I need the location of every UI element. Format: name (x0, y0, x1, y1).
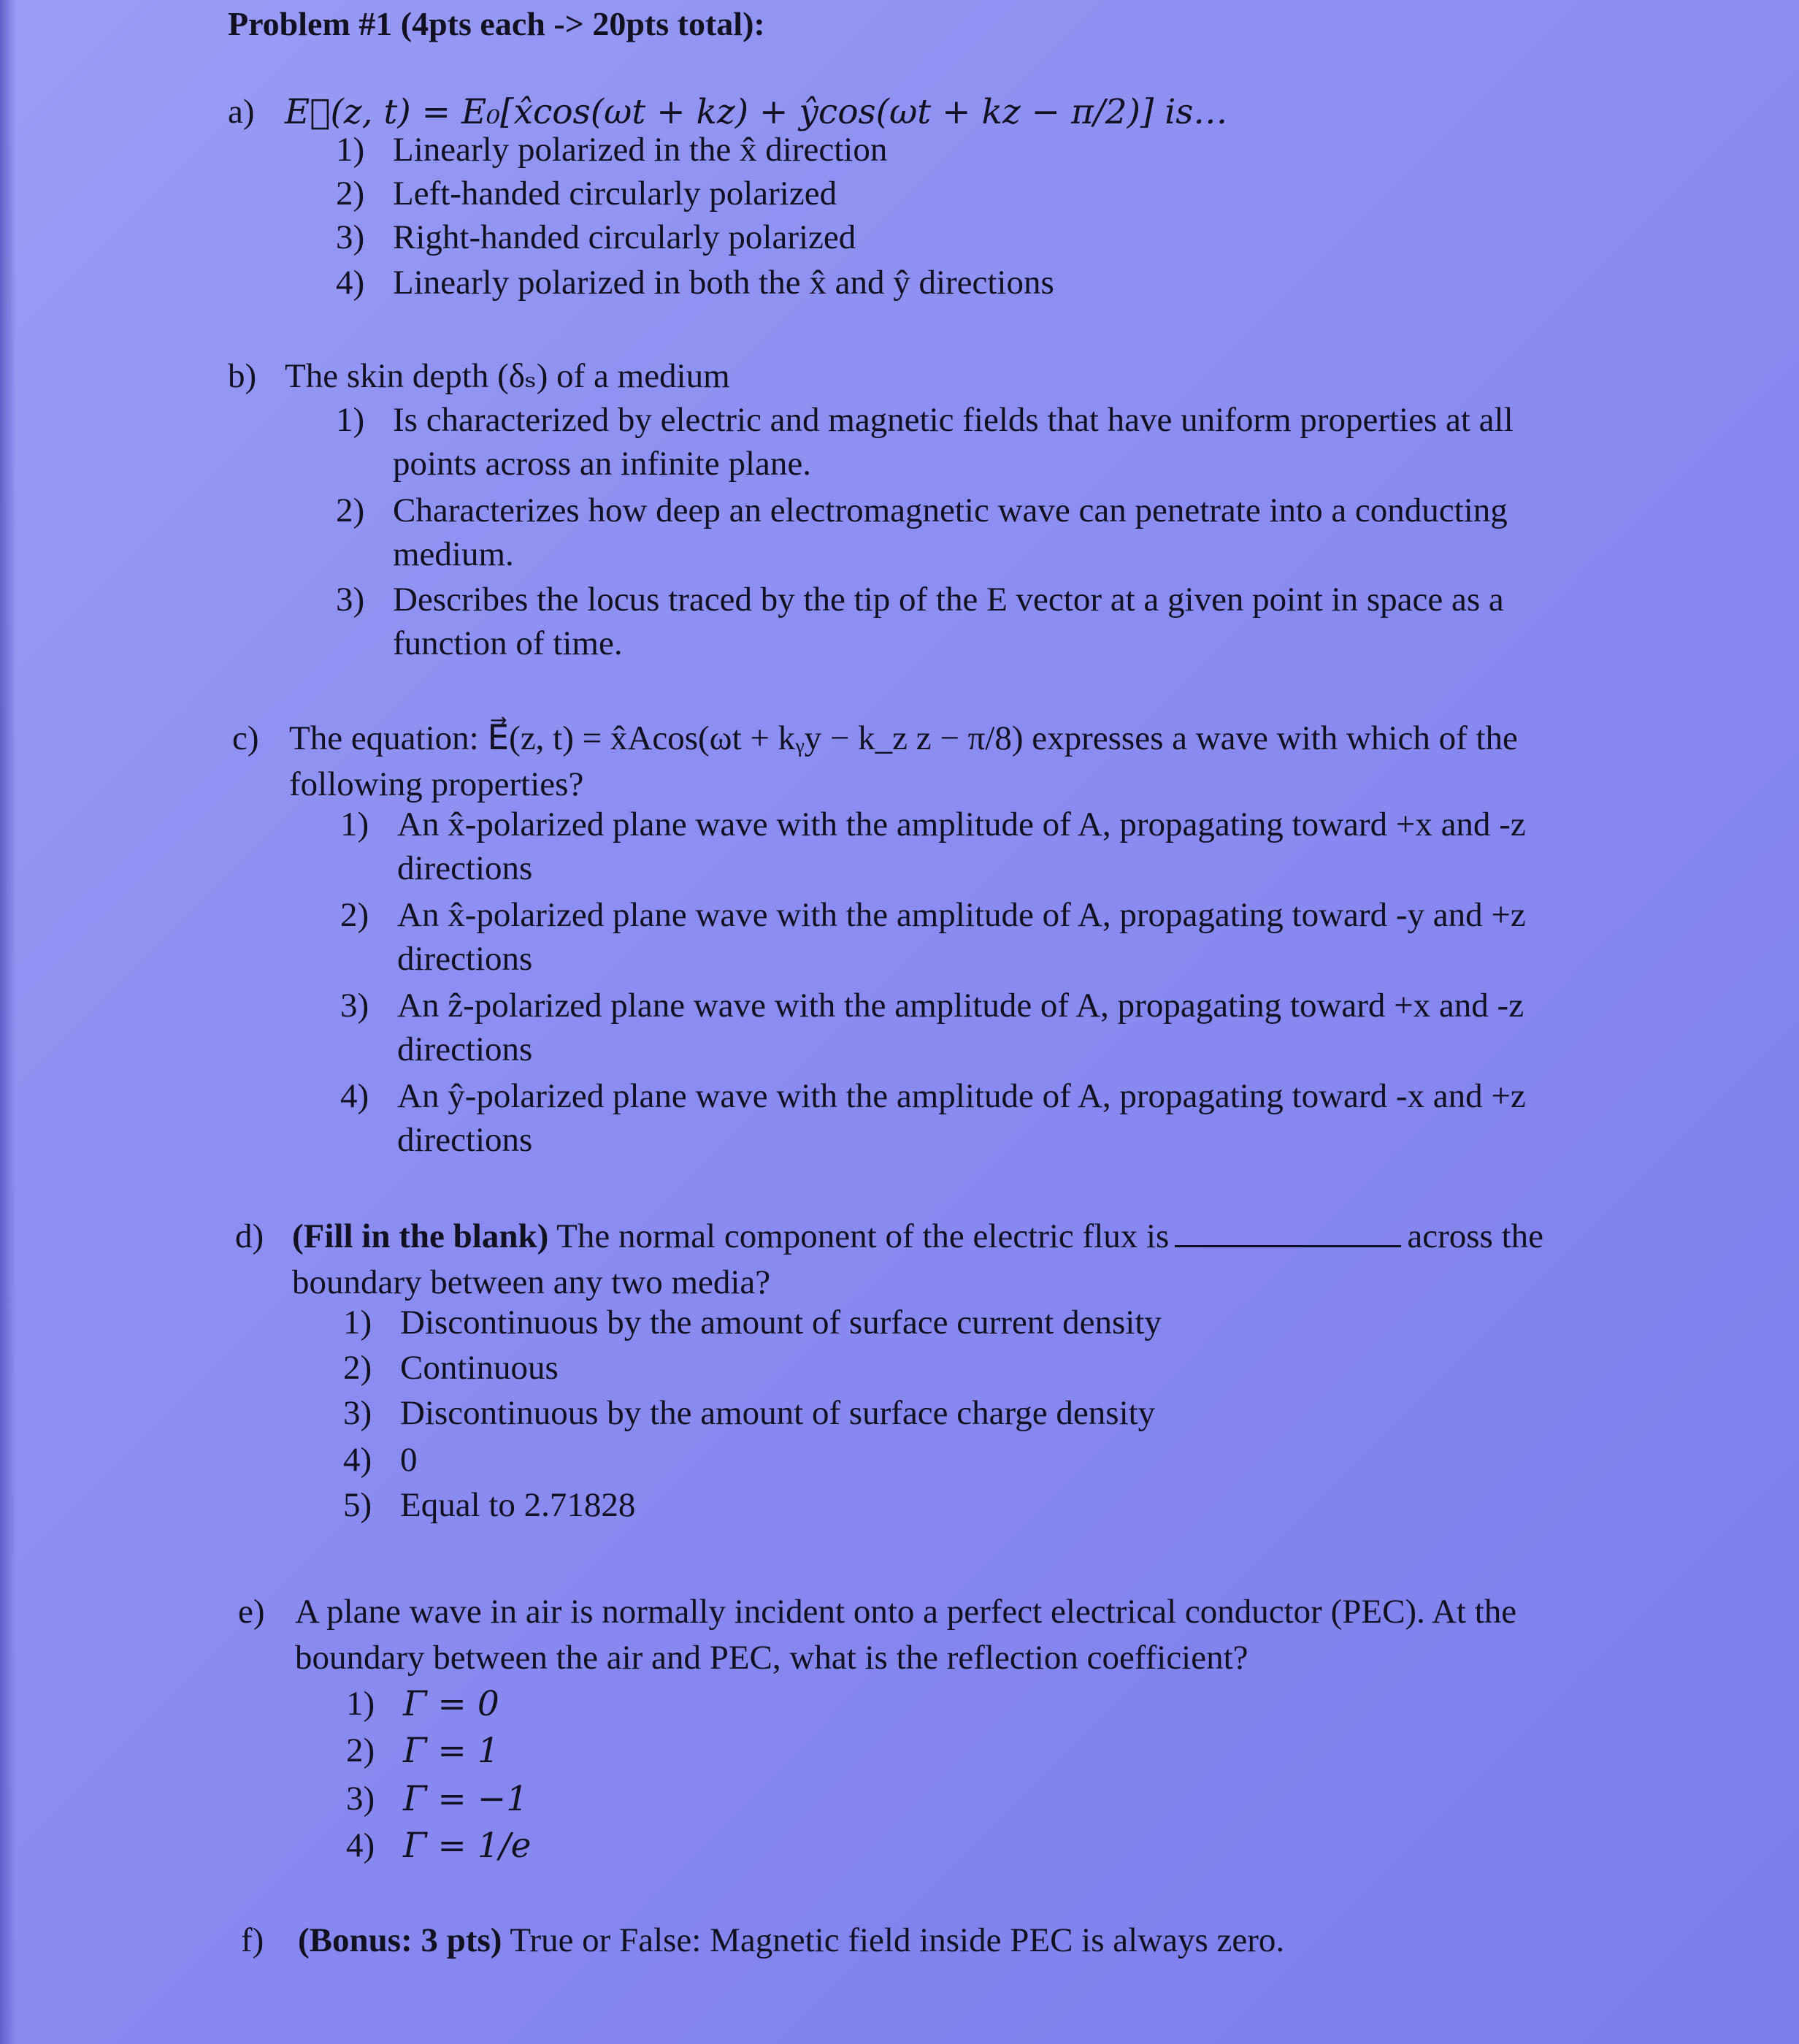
stem-line (292, 1214, 1543, 1260)
option-text: Right-handed circularly polarized (393, 218, 856, 256)
option-text-continued: medium. (393, 535, 514, 573)
option-number: 2) (346, 1731, 375, 1769)
option-text-continued: function of time. (393, 624, 623, 662)
option-text: Linearly polarized in both the x̂ and ŷ directions (393, 264, 1054, 302)
stem-text: across the (1407, 1217, 1543, 1255)
option-text: Γ = 1/e (403, 1826, 532, 1866)
option-text-continued: directions (397, 1121, 533, 1159)
question-letter: e) (238, 1593, 265, 1631)
option-number: 3) (336, 581, 365, 619)
option-number: 3) (340, 987, 369, 1025)
option-text: Γ = −1 (403, 1779, 529, 1819)
option-text: Γ = 0 (403, 1684, 499, 1724)
option-text: Characterizes how deep an electromagnetic wave can penetrate into a conducting (393, 491, 1508, 529)
option-text: Left-handed circularly polarized (393, 175, 837, 213)
option-text-continued: points across an infinite plane. (393, 445, 811, 483)
option-number: 3) (346, 1780, 375, 1818)
option-text: Discontinuous by the amount of surface charge density (400, 1394, 1156, 1432)
option-text: Equal to 2.71828 (400, 1486, 636, 1524)
option-number: 1) (336, 401, 365, 439)
option-number: 5) (343, 1486, 372, 1524)
option-text-continued: directions (397, 1030, 533, 1068)
option-number: 2) (336, 491, 365, 529)
stem-line: following properties? (289, 765, 584, 803)
bonus-label: (Bonus: 3 pts) (298, 1921, 502, 1959)
option-number: 4) (336, 264, 365, 302)
option-number: 1) (340, 805, 369, 843)
stem-text: The normal component of the electric flux is (548, 1217, 1170, 1255)
question-letter: a) (228, 93, 255, 131)
option-number: 4) (340, 1077, 369, 1115)
problem-title: Problem #1 (4pts each -> 20pts total): (228, 5, 765, 42)
page-edge-shadow (0, 0, 16, 2044)
option-text: An x̂-polarized plane wave with the amplitude of A, propagating toward -y and +z (397, 896, 1526, 934)
option-number: 1) (346, 1685, 375, 1723)
question-letter: c) (232, 719, 259, 757)
question-stem (289, 716, 1518, 808)
option-text-continued: directions (397, 849, 533, 887)
question-stem (285, 353, 730, 399)
option-text: Discontinuous by the amount of surface current density (400, 1304, 1162, 1341)
option-text: Is characterized by electric and magnetic fields that have uniform properties at all (393, 401, 1514, 439)
option-number: 4) (346, 1826, 375, 1864)
question-letter: d) (235, 1217, 264, 1255)
stem-line: The skin depth (δₛ) of a medium (285, 357, 730, 395)
question-stem (295, 1589, 1516, 1681)
option-text: Continuous (400, 1349, 559, 1387)
fill-in-blank-label: (Fill in the blank) (292, 1217, 549, 1255)
stem-line: boundary between the air and PEC, what is the reflection coefficient? (295, 1639, 1248, 1677)
option-text: An x̂-polarized plane wave with the amplitude of A, propagating toward +x and -z (397, 805, 1526, 843)
option-number: 2) (343, 1349, 372, 1387)
question-stem (298, 1918, 1284, 1964)
answer-blank[interactable] (1175, 1219, 1401, 1247)
option-number: 1) (336, 131, 365, 169)
stem-line: E⃗(z, t) = E₀[x̂cos(ωt + kz) + ŷcos(ωt + kz − π/2)] is… (285, 92, 1228, 132)
option-text: An ŷ-polarized plane wave with the amplitude of A, propagating toward -x and +z (397, 1077, 1526, 1115)
option-number: 2) (340, 896, 369, 934)
option-number: 3) (336, 218, 365, 256)
stem-line: A plane wave in air is normally incident onto a perfect electrical conductor (PEC). At the (295, 1593, 1517, 1631)
option-text: Describes the locus traced by the tip of the E vector at a given point in space as a (393, 581, 1504, 619)
question-letter: b) (228, 357, 257, 395)
option-text-continued: directions (397, 940, 533, 978)
question-letter: f) (241, 1921, 264, 1959)
option-number: 4) (343, 1441, 372, 1479)
stem-line: boundary between any two media? (292, 1263, 771, 1301)
option-number: 2) (336, 175, 365, 213)
option-text: An ẑ-polarized plane wave with the amplitude of A, propagating toward +x and -z (397, 987, 1524, 1025)
stem-line: The equation: E⃗(z, t) = x̂Acos(ωt + kᵧy − k_z z − π/8) expresses a wave with which of the (289, 719, 1518, 757)
question-stem (292, 1214, 1543, 1306)
option-text: Linearly polarized in the x̂ direction (393, 131, 888, 169)
stem-line (298, 1918, 1284, 1964)
option-text: 0 (400, 1441, 418, 1479)
stem-text: True or False: Magnetic field inside PEC is always zero. (502, 1921, 1285, 1959)
option-number: 3) (343, 1394, 372, 1432)
option-number: 1) (343, 1304, 372, 1341)
option-text: Γ = 1 (403, 1731, 499, 1771)
